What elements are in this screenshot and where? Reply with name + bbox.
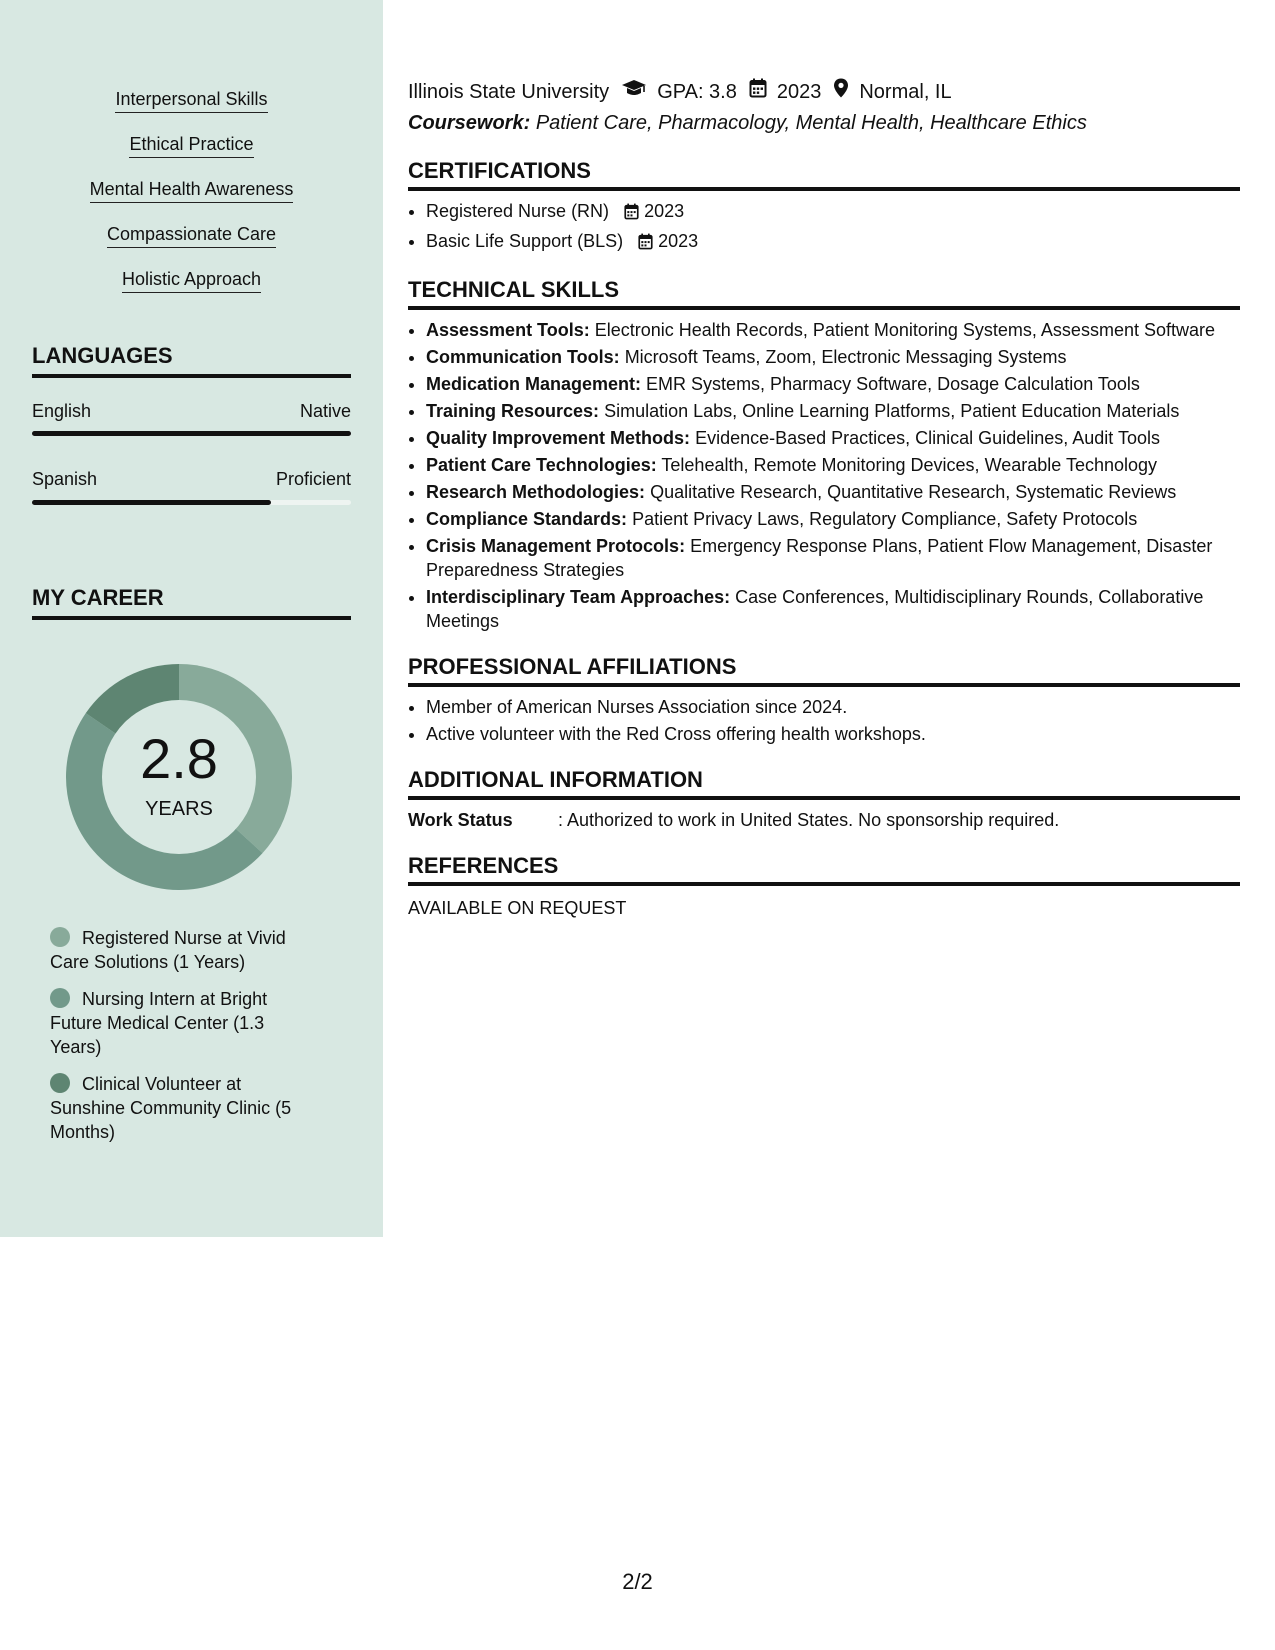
skill-label: Quality Improvement Methods: [426, 428, 691, 448]
skill-label: Crisis Management Protocols: [426, 536, 686, 556]
cert-year: 2023 [644, 201, 685, 221]
coursework-label: Coursework: [408, 112, 531, 134]
main-content [408, 78, 1240, 920]
skill-tag: Interpersonal Skills [115, 88, 267, 113]
certifications-heading: CERTIFICATIONS [408, 157, 1240, 191]
skill-label: Patient Care Technologies: [426, 455, 657, 475]
skill-text: Telehealth, Remote Monitoring Devices, Wearable Technology [661, 455, 1158, 475]
skill-tag: Mental Health Awareness [90, 178, 294, 203]
cert-name: Basic Life Support (BLS) [426, 231, 624, 251]
legend-item [50, 987, 310, 1059]
coursework-text: Patient Care, Pharmacology, Mental Health, Healthcare Ethics [535, 112, 1087, 134]
legend-label: Nursing Intern at Bright Future Medical Center (1.3 Years) [50, 989, 268, 1057]
list-item [426, 480, 1240, 504]
skill-text: Case Conferences, Multidisciplinary Rounds, Collaborative Meetings [426, 587, 1204, 631]
language-level: Native [299, 401, 351, 421]
skill-label: Assessment Tools: [426, 320, 590, 340]
affiliations-heading: PROFESSIONAL AFFILIATIONS [408, 653, 1240, 687]
legend-dot [50, 927, 70, 947]
legend-label: Clinical Volunteer at Sunshine Community Clinic (5 Months) [50, 1074, 292, 1142]
legend-item [50, 1072, 310, 1144]
career-unit: YEARS [145, 798, 213, 820]
skill-text: Patient Privacy Laws, Regulatory Compliance, Safety Protocols [632, 509, 1138, 529]
career-legend [50, 926, 310, 1157]
list-item [426, 318, 1240, 342]
language-bar-spanish [32, 500, 351, 505]
skill-label: Training Resources: [426, 401, 600, 421]
skill-text: Qualitative Research, Quantitative Research, Systematic Reviews [650, 482, 1177, 502]
skill-text: EMR Systems, Pharmacy Software, Dosage Calculation Tools [646, 374, 1140, 394]
career-donut-chart [66, 664, 292, 890]
skill-label: Compliance Standards: [426, 509, 628, 529]
coursework [408, 109, 1240, 137]
legend-item [50, 926, 310, 974]
language-level: Proficient [275, 469, 351, 489]
location: Normal, IL [859, 81, 952, 103]
skill-text: Simulation Labs, Online Learning Platforms, Patient Education Materials [604, 401, 1180, 421]
language-bar-fill [32, 500, 271, 505]
skill-label: Research Methodologies: [426, 482, 646, 502]
language-bar-english [32, 431, 351, 436]
language-row-english [32, 400, 351, 422]
location-pin-icon [833, 78, 849, 106]
additional-info-heading: ADDITIONAL INFORMATION [408, 766, 1240, 800]
language-bar-fill [32, 431, 351, 436]
work-status-row [408, 808, 1240, 832]
calendar-icon [638, 232, 653, 256]
page-number: 2/2 [622, 1569, 653, 1594]
language-name: Spanish [32, 469, 98, 489]
career-heading: MY CAREER [32, 584, 351, 620]
cert-name: Registered Nurse (RN) [426, 201, 610, 221]
list-item [426, 199, 1240, 226]
legend-dot [50, 1073, 70, 1093]
skill-text: Evidence-Based Practices, Clinical Guidelines, Audit Tools [695, 428, 1160, 448]
skills-list [0, 88, 383, 313]
skill-tag: Holistic Approach [122, 268, 261, 293]
list-item [426, 585, 1240, 633]
skill-label: Medication Management: [426, 374, 642, 394]
skill-label: Communication Tools: [426, 347, 620, 367]
affiliations-list [408, 695, 1240, 746]
list-item: • Active volunteer with the Red Cross offering health workshops. [426, 722, 1240, 746]
skill-text: Microsoft Teams, Zoom, Electronic Messaging Systems [624, 347, 1067, 367]
calendar-icon [749, 78, 767, 106]
languages-heading: LANGUAGES [32, 342, 351, 378]
language-name: English [32, 401, 92, 421]
list-item [426, 507, 1240, 531]
list-item [426, 372, 1240, 396]
cert-year: 2023 [658, 231, 699, 251]
graduation-year: 2023 [776, 81, 822, 103]
skill-tag: Ethical Practice [129, 133, 253, 158]
career-total: 2.8 [140, 727, 218, 790]
skill-text: Electronic Health Records, Patient Monitoring Systems, Assessment Software [594, 320, 1215, 340]
references-heading: REFERENCES [408, 852, 1240, 886]
list-item [426, 229, 1240, 256]
technical-skills-list [408, 318, 1240, 633]
list-item [426, 426, 1240, 450]
list-item [426, 399, 1240, 423]
certifications-list [408, 199, 1240, 256]
sidebar [0, 0, 383, 1237]
references-text: AVAILABLE ON REQUEST [408, 898, 627, 918]
work-status-label: Work Status [408, 810, 513, 830]
legend-dot [50, 988, 70, 1008]
skill-text: Emergency Response Plans, Patient Flow Management, Disaster Preparedness Strategies [426, 536, 1213, 580]
technical-skills-heading: TECHNICAL SKILLS [408, 276, 1240, 310]
graduation-cap-icon [621, 78, 647, 106]
education-line [408, 78, 1240, 106]
list-item [426, 453, 1240, 477]
gpa: GPA: 3.8 [657, 81, 737, 103]
skill-label: Interdisciplinary Team Approaches: [426, 587, 731, 607]
legend-label: Registered Nurse at Vivid Care Solutions (1 Years) [50, 928, 286, 972]
list-item [426, 345, 1240, 369]
list-item [426, 534, 1240, 582]
school-name: Illinois State University [408, 81, 610, 103]
list-item: • Member of American Nurses Association since 2024. [426, 695, 1240, 719]
skill-tag: Compassionate Care [107, 223, 276, 248]
work-status-value: : Authorized to work in United States. No sponsorship required. [558, 810, 1060, 830]
calendar-icon [624, 202, 639, 226]
language-row-spanish [32, 468, 351, 490]
